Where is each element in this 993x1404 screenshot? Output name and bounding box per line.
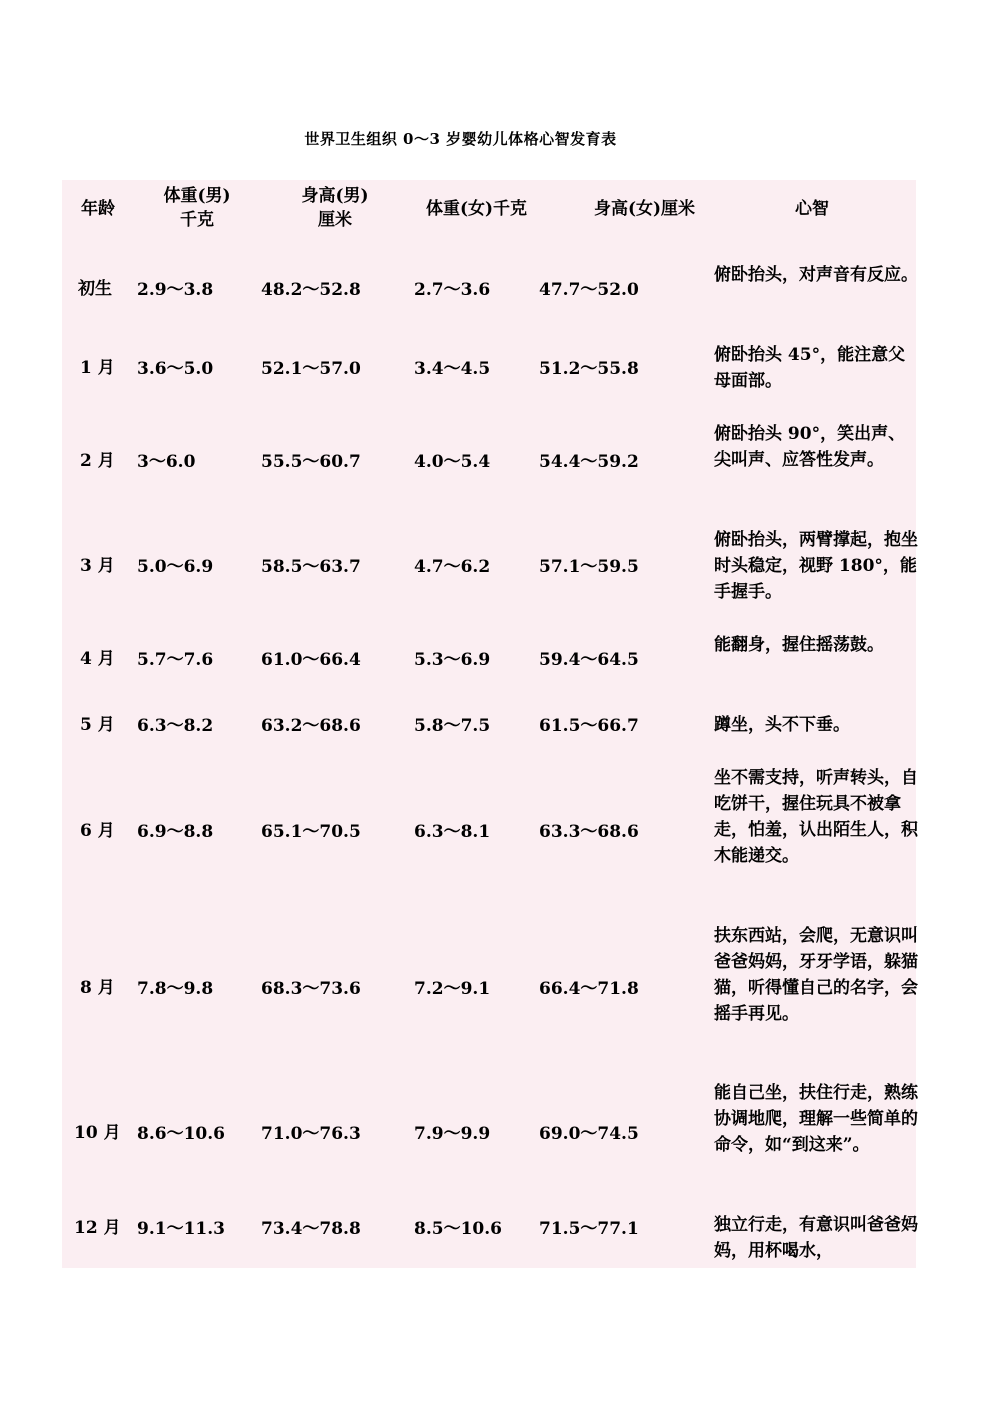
header-height-male-line1: 身高(男): [301, 186, 369, 206]
cell-height-male: 58.5～63.7: [261, 557, 361, 577]
header-weight-male-line1: 体重(男): [163, 186, 231, 206]
cell-weight-female: 6.3～8.1: [414, 822, 491, 842]
cell-height-male: 65.1～70.5: [261, 822, 361, 842]
cell-height-female: 59.4～64.5: [539, 650, 639, 670]
cell-weight-male: 3～6.0: [137, 452, 196, 472]
cell-weight-female: 7.2～9.1: [414, 979, 491, 999]
cell-mind: 坐不需支持，听声转头，自吃饼干，握住玩具不被拿走，怕羞，认出陌生人，积木能递交。: [714, 768, 918, 866]
cell-height-female: 69.0～74.5: [539, 1124, 639, 1144]
cell-height-female: 63.3～68.6: [539, 822, 639, 842]
cell-height-female: 61.5～66.7: [539, 716, 639, 736]
header-height-female: 身高(女)厘米: [593, 199, 696, 219]
cell-height-female: 54.4～59.2: [539, 452, 639, 472]
cell-weight-male: 2.9～3.8: [137, 280, 214, 300]
header-height-male: [290, 184, 380, 232]
cell-weight-female: 2.7～3.6: [414, 280, 491, 300]
cell-weight-female: 5.8～7.5: [414, 716, 491, 736]
cell-age: 1 月: [80, 358, 115, 378]
cell-height-male: 71.0～76.3: [261, 1124, 361, 1144]
page-title: 世界卫生组织 0～3 岁婴幼儿体格心智发育表: [304, 130, 617, 148]
header-age: 年龄: [81, 199, 115, 219]
cell-weight-male: 8.6～10.6: [137, 1124, 225, 1144]
cell-mind: 独立行走，有意识叫爸爸妈妈，用杯喝水，: [714, 1215, 918, 1261]
cell-age: 3 月: [80, 556, 115, 576]
header-mind: 心智: [795, 199, 829, 219]
cell-mind: 蹲坐，头不下垂。: [714, 715, 850, 735]
cell-height-male: 61.0～66.4: [261, 650, 361, 670]
cell-height-female: 57.1～59.5: [539, 557, 639, 577]
cell-mind: 能翻身，握住摇荡鼓。: [714, 635, 884, 655]
cell-height-male: 55.5～60.7: [261, 452, 361, 472]
cell-height-female: 66.4～71.8: [539, 979, 639, 999]
cell-weight-female: 4.0～5.4: [414, 452, 491, 472]
header-height-male-line2: 厘米: [318, 210, 352, 230]
cell-mind: 扶东西站，会爬，无意识叫爸爸妈妈，牙牙学语，躲猫猫，听得懂自己的名字，会摇手再见。: [714, 926, 918, 1024]
cell-weight-female: 7.9～9.9: [414, 1124, 491, 1144]
cell-weight-female: 8.5～10.6: [414, 1219, 502, 1239]
cell-weight-female: 3.4～4.5: [414, 359, 491, 379]
cell-height-male: 73.4～78.8: [261, 1219, 361, 1239]
cell-weight-female: 4.7～6.2: [414, 557, 491, 577]
cell-age: 6 月: [80, 821, 115, 841]
header-weight-male-line2: 千克: [180, 210, 214, 230]
cell-mind: 能自己坐，扶住行走，熟练协调地爬，理解一些简单的命令，如“到这来”。: [714, 1083, 918, 1155]
cell-height-male: 48.2～52.8: [261, 280, 361, 300]
cell-height-male: 63.2～68.6: [261, 716, 361, 736]
cell-weight-male: 5.7～7.6: [137, 650, 214, 670]
cell-height-male: 68.3～73.6: [261, 979, 361, 999]
header-weight-female: 体重(女)千克: [425, 199, 528, 219]
cell-height-female: 51.2～55.8: [539, 359, 639, 379]
cell-weight-male: 5.0～6.9: [137, 557, 214, 577]
cell-mind: 俯卧抬头 90°，笑出声、尖叫声、应答性发声。: [714, 424, 906, 470]
cell-weight-male: 7.8～9.8: [137, 979, 214, 999]
cell-height-female: 47.7～52.0: [539, 280, 639, 300]
growth-table: [62, 180, 916, 1268]
cell-mind: 俯卧抬头，对声音有反应。: [714, 265, 918, 285]
cell-height-female: 71.5～77.1: [539, 1219, 639, 1239]
cell-age: 8 月: [80, 978, 115, 998]
cell-weight-male: 3.6～5.0: [137, 359, 214, 379]
cell-weight-male: 6.9～8.8: [137, 822, 214, 842]
cell-weight-male: 6.3～8.2: [137, 716, 214, 736]
cell-age: 5 月: [80, 715, 115, 735]
cell-mind: 俯卧抬头 45°，能注意父母面部。: [714, 345, 906, 391]
cell-mind: 俯卧抬头，两臂撑起，抱坐时头稳定，视野 180°，能手握手。: [714, 530, 918, 602]
cell-age: 10 月: [74, 1123, 121, 1143]
cell-height-male: 52.1～57.0: [261, 359, 361, 379]
cell-age: 2 月: [80, 451, 115, 471]
cell-age: 12 月: [74, 1218, 121, 1238]
header-weight-male: [152, 184, 242, 232]
cell-weight-female: 5.3～6.9: [414, 650, 491, 670]
cell-age: 4 月: [80, 649, 115, 669]
cell-weight-male: 9.1～11.3: [137, 1219, 225, 1239]
cell-age: 初生: [78, 279, 112, 299]
